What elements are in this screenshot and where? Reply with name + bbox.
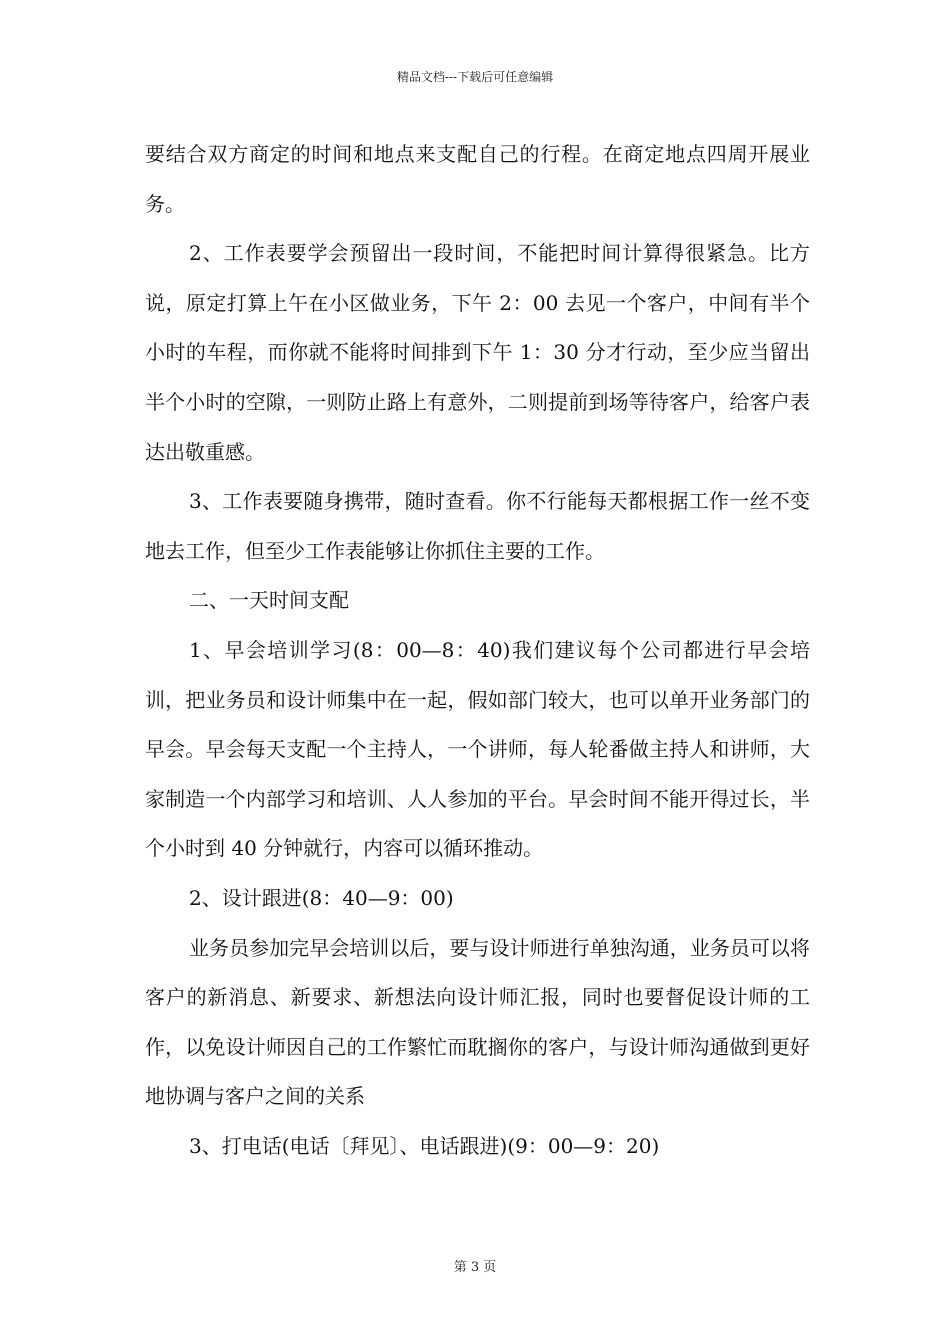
subsection-heading: 3、打电话(电话〔拜见〕、电话跟进)(9：00—9：20) [189, 1133, 660, 1158]
section-heading: 二、一天时间支配 [189, 588, 349, 613]
paragraph: 要结合双方商定的时间和地点来支配自己的行程。在商定地点四周开展业务。 [145, 142, 810, 216]
page-footer: 第 3 页 [453, 1260, 497, 1275]
paragraph: 2、工作表要学会预留出一段时间，不能把时间计算得很紧急。比方说，原定打算上午在小区做业务，下午 2：00 去见一个客户，中间有半个小时的车程，而你就不能将时间排到下午 1：30 分才行动，至少应当留出半个小时的空隙，一则防止路上有意外，二则提前到场等待客户，给客户表达出敬重感。 [145, 241, 810, 464]
paragraph: 3、工作表要随身携带，随时查看。你不行能每天都根据工作一丝不变地去工作，但至少工作表能够让你抓住主要的工作。 [145, 489, 810, 563]
page-header: 精品文档---下载后可任意编辑 [396, 70, 554, 84]
paragraph: 1、早会培训学习(8：00—8：40)我们建议每个公司都进行早会培训，把业务员和设计师集中在一起，假如部门较大，也可以单开业务部门的早会。早会每天支配一个主持人，一个讲师，每人轮番做主持人和讲师，大家制造一个内部学习和培训、人人参加的平台。早会时间不能开得过长，半个小时到 40 分钟就行，内容可以循环推动。 [145, 637, 810, 861]
paragraph: 业务员参加完早会培训以后，要与设计师进行单独沟通，业务员可以将客户的新消息、新要求、新想法向设计师汇报，同时也要督促设计师的工作，以免设计师因自己的工作繁忙而耽搁你的客户，与设计师沟通做到更好地协调与客户之间的关系 [145, 935, 810, 1109]
subsection-heading: 2、设计跟进(8：40—9：00) [189, 885, 454, 910]
document-body [145, 130, 810, 1171]
